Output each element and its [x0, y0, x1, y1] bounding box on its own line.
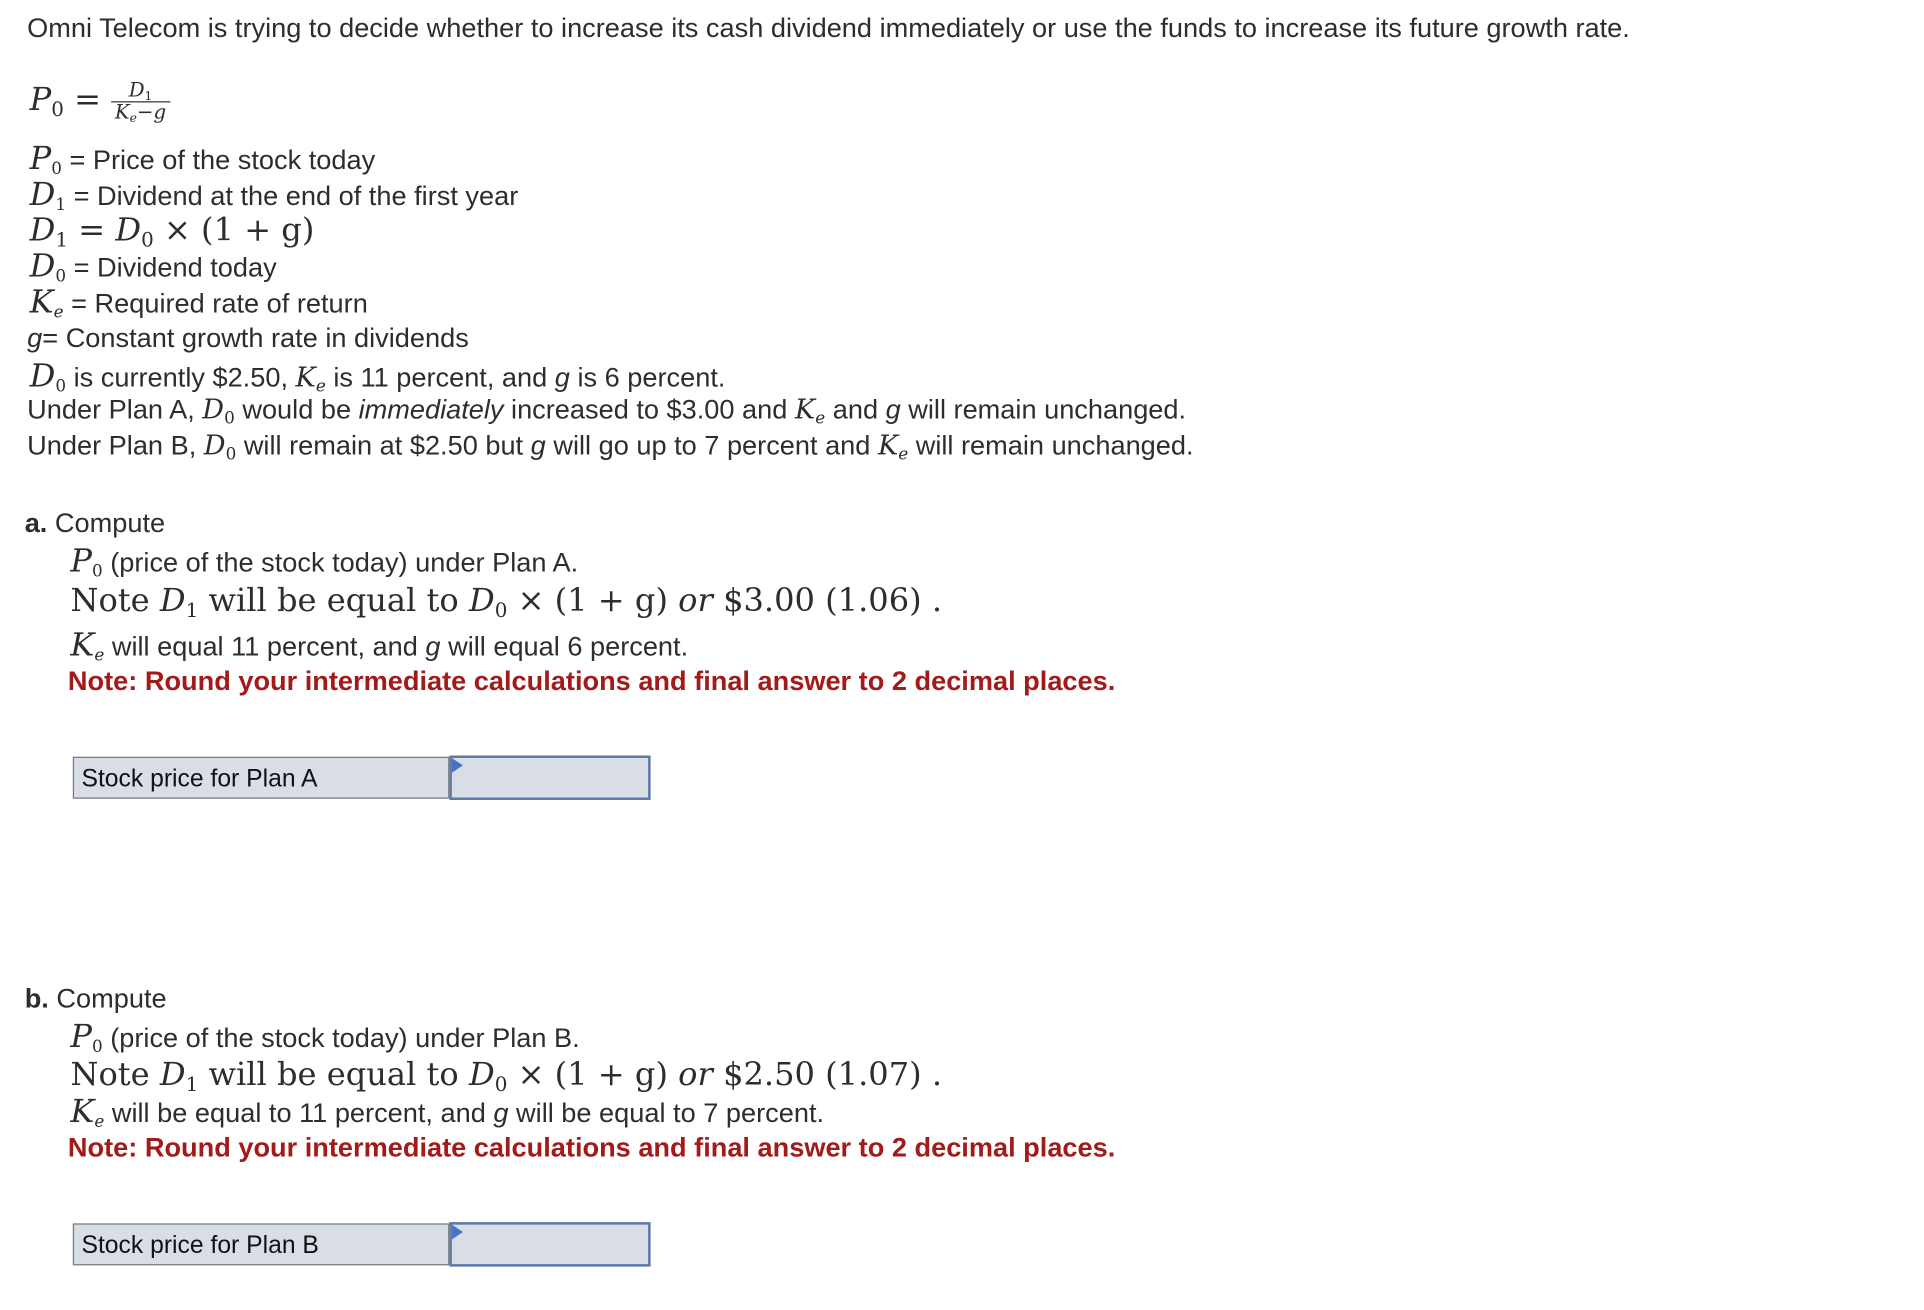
plan-a-answer-row	[73, 757, 651, 801]
part-b-given: $K_e$ will be equal to 11 percent, and g will be equal to 7 percent.	[70, 1093, 825, 1133]
definition-d1: $D_1$ = Dividend at the end of the first year	[29, 176, 519, 215]
price-formula: $P_0$ = $\frac{D_1}{K_e-g}$	[30, 80, 170, 123]
definition-d0: $D_0$ = Dividend today	[29, 248, 277, 287]
plan-b-answer-label: Stock price for Plan B	[73, 1223, 450, 1265]
definition-d1-formula: $D_1 = D_0 \times (1 + g)$	[29, 212, 315, 252]
plan-b-answer-input[interactable]	[449, 1222, 650, 1266]
part-a-round-note: Note: Round your intermediate calculations and final answer to 2 decimal places.	[67, 665, 1116, 697]
plan-a-description: Under Plan A, $D_0$ would be immediately increased to $3.00 and $K_e$ and g will remain unchanged.	[27, 393, 1187, 429]
given-values: $D_0$ is currently $2.50, $K_e$ is 11 percent, and g is 6 percent.	[29, 358, 726, 397]
part-a-task: $P_0$ (price of the stock today) under Plan A.	[70, 543, 579, 582]
definition-g: g= Constant growth rate in dividends	[27, 322, 469, 354]
part-a-heading: a. Compute	[24, 507, 166, 539]
input-flag-icon	[452, 758, 463, 773]
plan-a-answer-input[interactable]	[449, 756, 650, 800]
plan-b-answer-row	[73, 1223, 651, 1267]
plan-a-answer-label: Stock price for Plan A	[73, 757, 450, 799]
part-b-round-note: Note: Round your intermediate calculations and final answer to 2 decimal places.	[67, 1132, 1116, 1163]
intro-text: Omni Telecom is trying to decide whether to increase its cash dividend immediately or use the funds to increase its future growth rate.	[27, 12, 1630, 44]
formula-fraction: $\frac{D_1}{K_e-g}$	[111, 80, 170, 123]
definition-p0: $P_0$ = Price of the stock today	[29, 140, 376, 180]
input-flag-icon	[452, 1225, 463, 1240]
part-b-task: $P_0$ (price of the stock today) under Plan B.	[70, 1018, 580, 1057]
part-b-heading: b. Compute	[24, 982, 167, 1014]
part-a-given: $K_e$ will equal 11 percent, and g will equal 6 percent.	[70, 627, 689, 666]
definition-ke: $K_e$ = Required rate of return	[29, 283, 368, 323]
plan-b-description: Under Plan B, $D_0$ will remain at $2.50 but g will go up to 7 percent and $K_e$ will remain unchanged.	[27, 429, 1194, 465]
part-a-note: Note $D_1$ will be equal to $D_0 \times (1 + g)$ or $3.00 (1.06) .	[70, 582, 943, 622]
part-b-note: Note $D_1$ will be equal to $D_0 \times (1 + g)$ or $2.50 (1.07) .	[70, 1056, 943, 1097]
